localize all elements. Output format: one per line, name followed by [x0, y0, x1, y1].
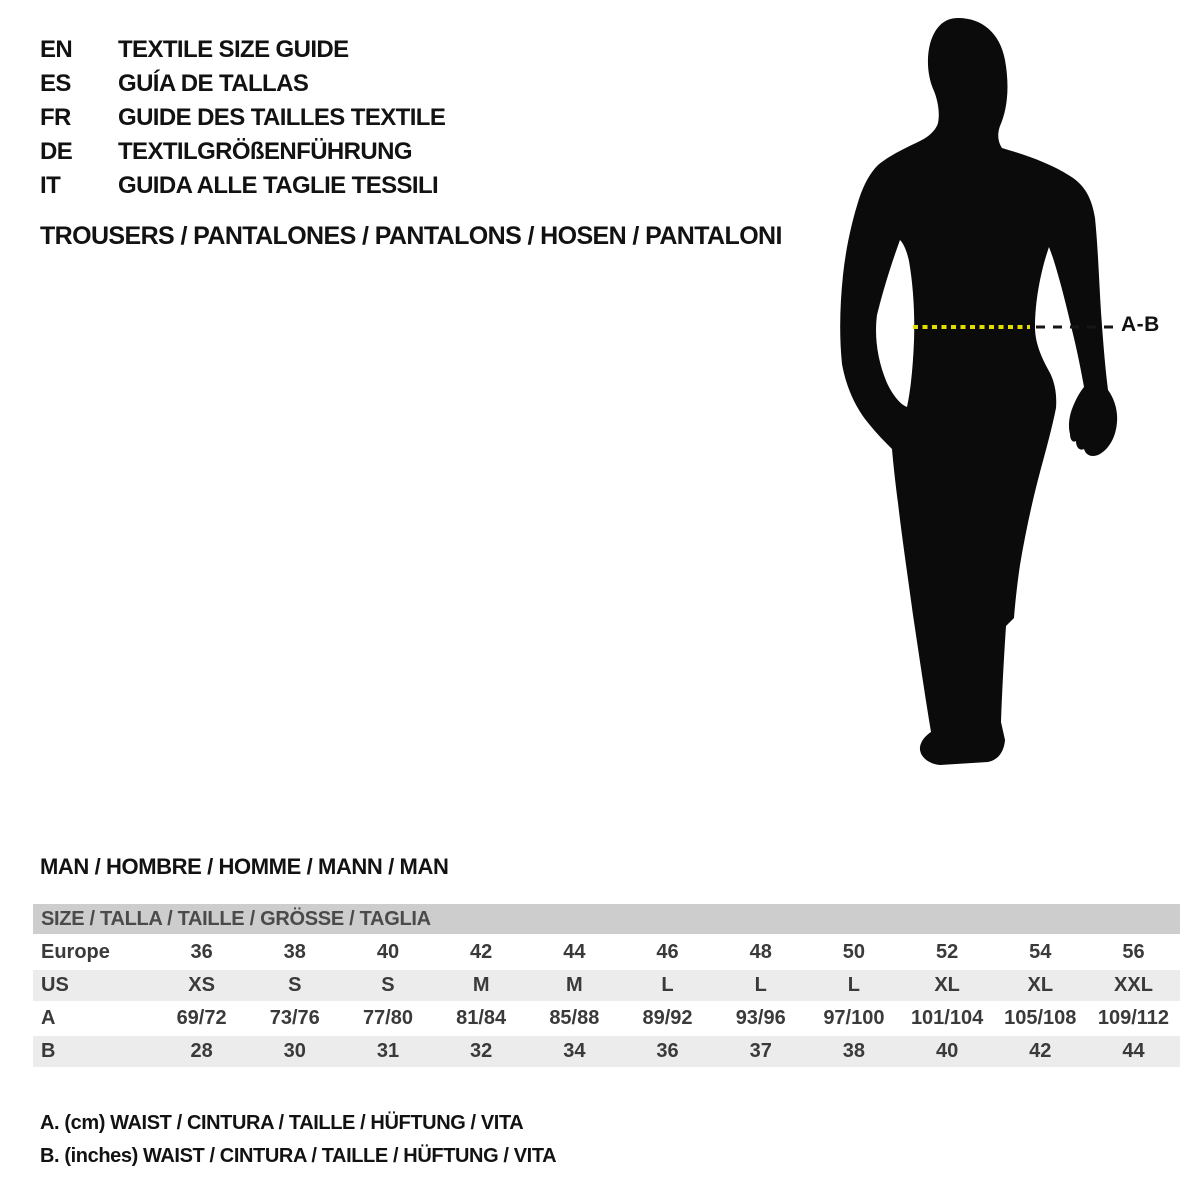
table-cell: L [661, 974, 674, 996]
section-title-man: MAN / HOMBRE / HOMME / MANN / MAN [40, 854, 449, 879]
table-cell: 36 [190, 941, 213, 963]
table-cell: 44 [563, 941, 586, 963]
size-table-header: SIZE / TALLA / TAILLE / GRÖSSE / TAGLIA [33, 904, 1180, 934]
table-row-b [33, 1036, 1180, 1067]
language-code: FR [40, 104, 71, 131]
language-code: IT [40, 172, 61, 199]
row-label: US [41, 974, 69, 996]
table-cell: 36 [656, 1040, 679, 1062]
table-cell: XS [188, 974, 215, 996]
table-cell: 48 [749, 941, 772, 963]
table-cell: M [472, 974, 490, 996]
table-row-a [33, 1003, 1180, 1034]
language-title: GUÍA DE TALLAS [118, 70, 309, 97]
product-title: TROUSERS / PANTALONES / PANTALONS / HOSEN / PANTALONI [40, 222, 782, 250]
table-cell: 32 [470, 1040, 493, 1062]
table-cell: 50 [842, 941, 866, 963]
table-cell: 34 [563, 1040, 586, 1062]
table-cell: 38 [283, 941, 306, 963]
table-cell: 105/108 [1004, 1007, 1077, 1029]
table-cell: 69/72 [176, 1007, 227, 1029]
row-label: B [41, 1040, 56, 1062]
size-table-body [33, 937, 1180, 1067]
table-cell: 38 [842, 1040, 866, 1062]
table-cell: 101/104 [910, 1007, 984, 1029]
table-cell: 40 [935, 1040, 959, 1062]
table-cell: S [288, 974, 302, 996]
table-cell: M [566, 974, 583, 996]
table-cell: 73/76 [269, 1007, 320, 1029]
table-cell: L [847, 974, 861, 996]
row-label: Europe [41, 941, 110, 963]
language-title: GUIDA ALLE TAGLIE TESSILI [118, 172, 439, 199]
table-cell: 81/84 [456, 1007, 507, 1029]
footnote-a: A. (cm) WAIST / CINTURA / TAILLE / HÜFTUNG / VITA [40, 1112, 524, 1134]
table-cell: 93/96 [735, 1007, 786, 1029]
language-code: EN [40, 36, 73, 63]
table-row-us [33, 970, 1180, 1001]
table-cell: 85/88 [549, 1007, 600, 1029]
table-cell: 31 [376, 1040, 400, 1062]
table-cell: 28 [190, 1040, 213, 1062]
language-title: TEXTILE SIZE GUIDE [118, 36, 349, 63]
waist-measure-label: A-B [1121, 313, 1160, 336]
table-row-europe [33, 937, 1180, 968]
table-cell: 40 [376, 941, 400, 963]
table-cell: 37 [749, 1040, 772, 1062]
footnote-b: B. (inches) WAIST / CINTURA / TAILLE / HÜFTUNG / VITA [40, 1145, 557, 1167]
table-cell: 52 [935, 941, 959, 963]
language-title: TEXTILGRÖßENFÜHRUNG [118, 138, 412, 165]
language-code: DE [40, 138, 73, 165]
table-cell: 54 [1029, 941, 1052, 963]
table-cell: 30 [283, 1040, 306, 1062]
table-cell: 42 [470, 941, 493, 963]
table-cell: 109/112 [1097, 1007, 1170, 1029]
table-cell: 77/80 [362, 1007, 413, 1029]
table-cell: L [754, 974, 767, 996]
table-cell: 44 [1122, 1040, 1145, 1062]
language-title: GUIDE DES TAILLES TEXTILE [118, 104, 446, 131]
size-table [33, 904, 1180, 1069]
man-silhouette [840, 18, 1117, 765]
table-cell: 97/100 [823, 1007, 885, 1029]
table-cell: 42 [1029, 1040, 1052, 1062]
table-cell: 56 [1122, 941, 1145, 963]
table-cell: XXL [1114, 974, 1153, 996]
table-cell: XL [1027, 974, 1054, 996]
table-cell: 46 [656, 941, 679, 963]
table-cell: S [381, 974, 395, 996]
table-cell: XL [934, 974, 960, 996]
row-label: A [41, 1007, 56, 1029]
language-code: ES [40, 70, 71, 97]
table-cell: 89/92 [642, 1007, 693, 1029]
